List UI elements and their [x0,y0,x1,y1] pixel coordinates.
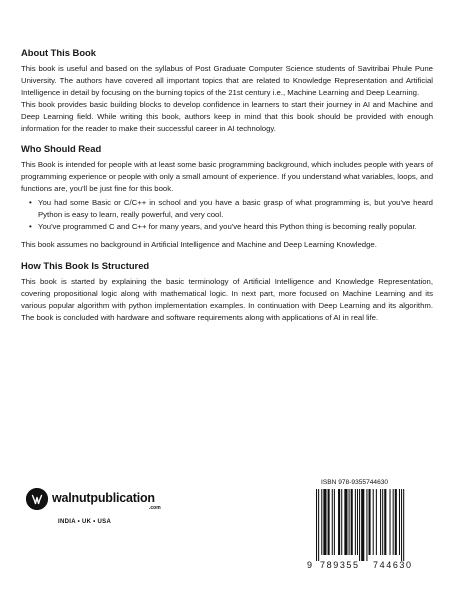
barcode-bar [393,489,394,555]
barcode-bars [310,489,427,561]
bullet-item-2: • You've programmed C and C++ for many years, and you've heard this Python thing is becoming really popular. [21,221,433,233]
barcode-bar [373,489,374,555]
section-who-should-read [21,143,433,250]
barcode-bar [351,489,353,555]
bullet-item-1: • You had some Basic or C/C++ in school and you have a basic grasp of what programming is, but you've heard Python is easy to learn, really powerful, and very cool. [21,197,433,221]
barcode-bar [357,489,358,555]
barcode-bar [369,489,371,555]
barcode-digit-lead: 9 [307,560,313,570]
structure-paragraph: This book is started by explaining the basic terminology of Artificial Intelligence and Knowledge Representation, covering propositional logic along with mathematical logic. In next part, more focused on Machine Learning and its various popular algorithm with python implementation examples. In continuation with Deep Learning and its algorithm. The book is concluded with hardware and software requirements along with applications of AI in real life. [21,276,433,322]
barcode-bar [380,489,381,555]
barcode-bar [382,489,383,555]
barcode-bar [384,489,386,555]
heading-structure: How This Book Is Structured [21,259,150,271]
barcode-bar [376,489,377,555]
barcode-bar [361,489,364,561]
isbn-label: ISBN 978-9355744630 [321,479,389,486]
publisher-name: walnutpublication [52,491,155,505]
barcode-bar [316,489,317,561]
who-closing-paragraph: This book assumes no background in Artificial Intelligence and Machine and Deep Learning Knowledge. [21,239,377,249]
publisher-domain: .com [149,505,161,511]
reader-bullet-list [21,197,433,233]
publisher-countries: INDIA • UK • USA [58,519,112,525]
barcode-bar [341,489,342,555]
about-paragraph-1: This book is useful and based on the syllabus of Post Graduate Computer Science students of Savitribai Phule Pune University. The authors have covered all important topics that are related to Knowledge Representation and Artificial Intelligence in detail by focusing on the burning topics of the 21st century i.e., Machine Learning and Deep Learning. [21,64,433,97]
barcode-bar [321,489,322,555]
barcode-digits-right: 744630 [373,560,413,570]
barcode-bar [318,489,319,561]
barcode-bar [332,489,333,555]
barcode-bar [399,489,400,555]
barcode-bar [403,489,404,561]
barcode-bar [328,489,330,555]
barcode-bar [395,489,397,555]
about-paragraph-2: This book provides basic building blocks to develop confidence in learners to start their journey in AI and Machine and Deep Learning field. While writing this book, authors keep in mind that this book should be provided with enough information for the reader to make their successful career in AI technology. [21,99,433,133]
barcode-bar [355,489,356,555]
section-structure [21,260,433,324]
heading-who-should-read: Who Should Read [21,143,102,155]
barcode-bar [338,489,340,555]
barcode-bar [390,489,391,555]
barcode-bar [366,489,367,561]
barcode-bar [349,489,350,555]
barcode-bar [401,489,402,561]
barcode-digits-left: 789355 [320,560,360,570]
walnut-logo-icon [26,488,48,510]
isbn-barcode [304,476,431,574]
back-cover-text [21,47,433,332]
publisher-block [21,483,181,535]
who-intro-paragraph: This Book is intended for people with at least some basic programming background, which includes people with years of programming experience or people with only a small amount of experience. If you understand what variables, loops, and functions are, you'll be just fine for this book. [21,160,433,194]
heading-about: About This Book [21,47,96,58]
section-about [21,47,433,134]
barcode-bar [344,489,347,555]
barcode-bar [359,489,360,561]
barcode-bar [334,489,335,555]
barcode-bar [323,489,326,555]
